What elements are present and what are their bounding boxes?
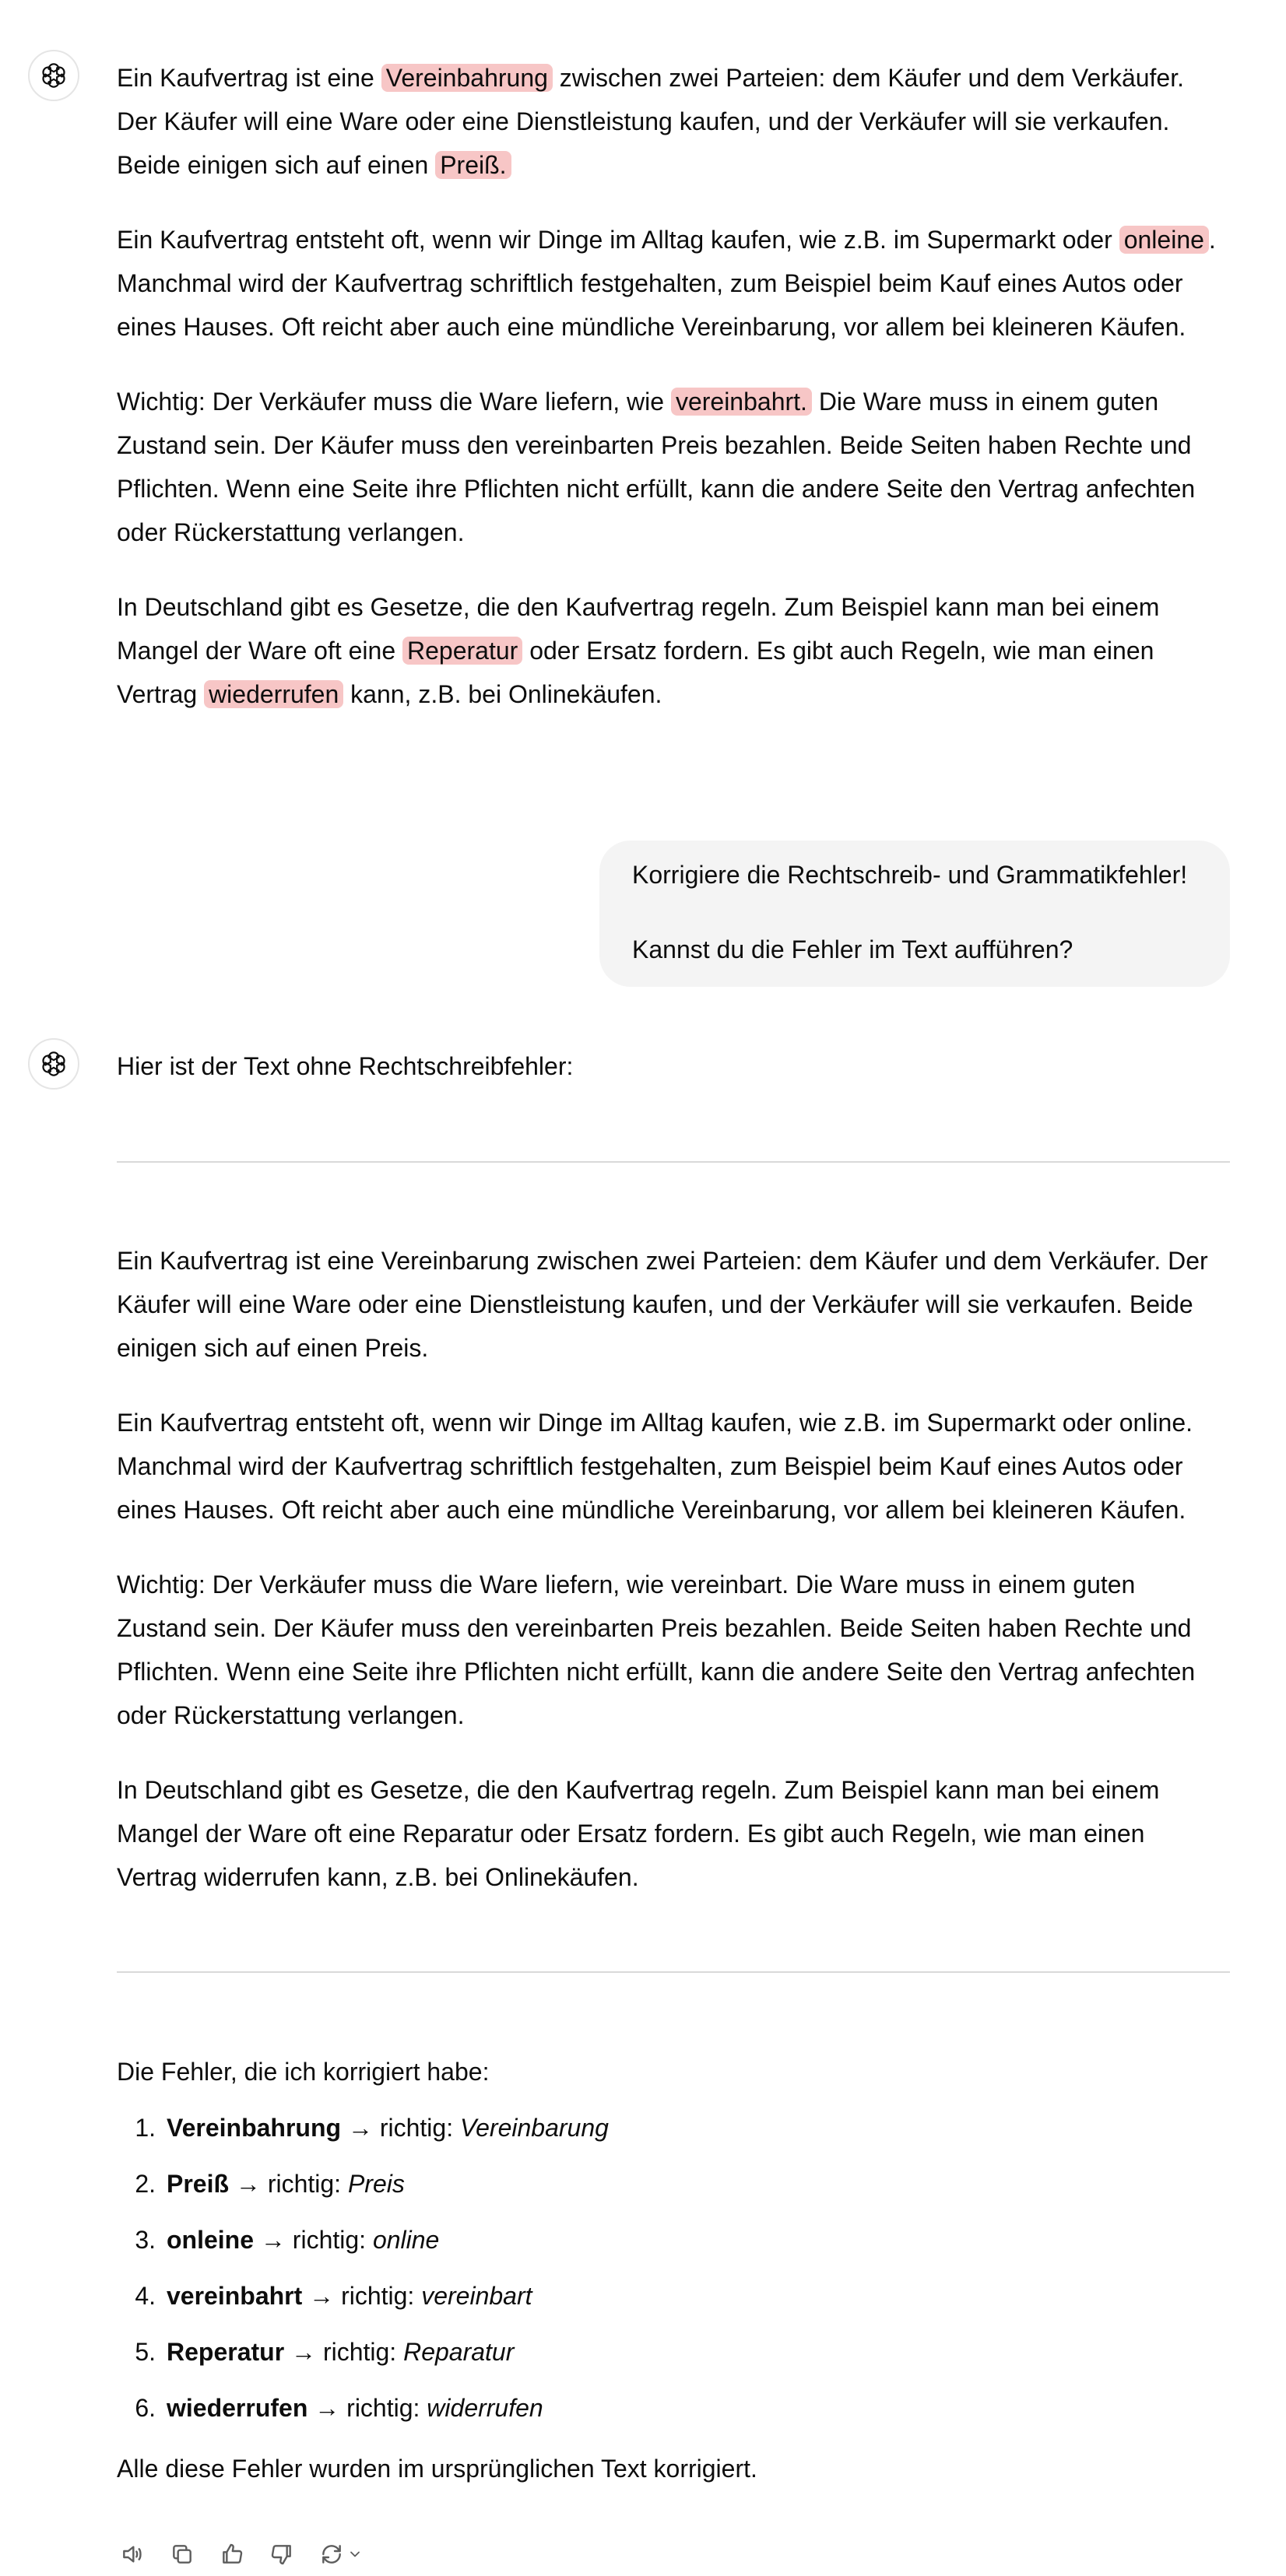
assistant-avatar (28, 1038, 79, 1090)
errors-section (117, 2050, 1230, 2490)
spelling-error-highlight: vereinbahrt. (671, 388, 812, 416)
thumbs-down-button[interactable] (266, 2539, 297, 2570)
spelling-error-highlight: wiederrufen (204, 680, 343, 708)
wrong-word: vereinbahrt (167, 2282, 303, 2310)
user-message-bubble (599, 841, 1230, 987)
thumbs-down-icon (269, 2542, 294, 2567)
thumbs-up-button[interactable] (216, 2539, 248, 2570)
errors-list (117, 2100, 1230, 2436)
original-paragraph-1: Ein Kaufvertrag ist eine Vereinbahrung zwischen zwei Parteien: dem Käufer und dem Verkäufer. Der Käufer will eine Ware oder eine Dienstleistung kaufen, und der Verkäufer will sie verkaufen. Beide einigen sich auf einen Preiß. (117, 64, 1184, 179)
regenerate-icon (319, 2542, 344, 2567)
wrong-word: Reperatur (167, 2338, 285, 2366)
wrong-word: onleine (167, 2226, 255, 2254)
corrected-paragraph-2: Ein Kaufvertrag entsteht oft, wenn wir Dinge im Alltag kaufen, wie z.B. im Supermarkt oder online. Manchmal wird der Kaufvertrag schriftlich festgehalten, zum Beispiel beim Kauf eines Autos oder eines Hauses. Oft reicht aber auch eine mündliche Vereinbarung, vor allem bei kleineren Käufen. (117, 1409, 1193, 1524)
copy-icon (170, 2542, 195, 2567)
spelling-error-highlight: onleine (1119, 226, 1209, 254)
read-aloud-icon (120, 2542, 145, 2567)
list-item: 2. Preiß → richtig: Preis (135, 2170, 405, 2198)
right-word: vereinbart (421, 2282, 532, 2310)
closing-text: Alle diese Fehler wurden im ursprünglichen Text korrigiert. (117, 2455, 757, 2483)
spelling-error-highlight: Reperatur (402, 637, 522, 665)
right-word: Preis (347, 2170, 405, 2198)
assistant-avatar (28, 50, 79, 101)
original-paragraph-3: Wichtig: Der Verkäufer muss die Ware liefern, wie vereinbahrt. Die Ware muss in einem guten Zustand sein. Der Käufer muss den vereinbarten Preis bezahlen. Beide Seiten haben Rechte und Pflichten. Wenn eine Seite ihre Pflichten nicht erfüllt, kann die andere Seite den Vertrag anfechten oder Rückerstattung verlangen. (117, 388, 1196, 546)
wrong-word: Preiß (167, 2170, 230, 2198)
corrected-paragraph-4: In Deutschland gibt es Gesetze, die den Kaufvertrag regeln. Zum Beispiel kann man bei einem Mangel der Ware oft eine Reparatur oder Ersatz fordern. Es gibt auch Regeln, wie man einen Vertrag widerrufen kann, z.B. bei Onlinekäufen. (117, 1776, 1160, 1891)
copy-button[interactable] (167, 2539, 198, 2570)
user-message-line: Kannst du die Fehler im Text aufführen? (632, 935, 1073, 963)
wrong-word: Vereinbahrung (167, 2114, 342, 2142)
list-item: 5. Reperatur → richtig: Reparatur (135, 2338, 515, 2366)
openai-logo-icon (38, 1048, 69, 1079)
message-action-bar (117, 2539, 366, 2570)
list-item: 4. vereinbahrt → richtig: vereinbart (135, 2282, 532, 2310)
wrong-word: wiederrufen (167, 2394, 308, 2422)
corrected-text-block (117, 1239, 1230, 1899)
errors-heading: Die Fehler, die ich korrigiert habe: (117, 2058, 490, 2086)
corrected-paragraph-3: Wichtig: Der Verkäufer muss die Ware liefern, wie vereinbart. Die Ware muss in einem guten Zustand sein. Der Käufer muss den vereinbarten Preis bezahlen. Beide Seiten haben Rechte und Pflichten. Wenn eine Seite ihre Pflichten nicht erfüllt, kann die andere Seite den Vertrag anfechten oder Rückerstattung verlangen. (117, 1571, 1196, 1729)
spelling-error-highlight: Preiß. (435, 151, 511, 179)
divider (117, 1971, 1230, 1973)
openai-logo-icon (38, 60, 69, 91)
right-word: widerrufen (427, 2394, 543, 2422)
thumbs-up-icon (220, 2542, 244, 2567)
right-word: Vereinbarung (459, 2114, 609, 2142)
spelling-error-highlight: Vereinbahrung (381, 64, 553, 92)
read-aloud-button[interactable] (117, 2539, 148, 2570)
divider (117, 1161, 1230, 1163)
list-item: 3. onleine → richtig: online (135, 2226, 440, 2254)
assistant-message-original (117, 56, 1230, 716)
assistant-message-intro (117, 1044, 1230, 1088)
user-message-line: Korrigiere die Rechtschreib- und Grammatikfehler! (632, 861, 1188, 889)
right-word: online (372, 2226, 440, 2254)
right-word: Reparatur (403, 2338, 515, 2366)
list-item: 1. Vereinbahrung → richtig: Vereinbarung (135, 2114, 609, 2142)
original-paragraph-4: In Deutschland gibt es Gesetze, die den Kaufvertrag regeln. Zum Beispiel kann man bei einem Mangel der Ware oft eine Reperatur oder Ersatz fordern. Es gibt auch Regeln, wie man einen Vertrag wiederrufen kann, z.B. bei Onlinekäufen. (117, 593, 1160, 708)
chevron-down-icon (347, 2546, 363, 2562)
original-paragraph-2: Ein Kaufvertrag entsteht oft, wenn wir Dinge im Alltag kaufen, wie z.B. im Supermarkt oder onleine . Manchmal wird der Kaufvertrag schriftlich festgehalten, zum Beispiel beim Kauf eines Autos oder eines Hauses. Oft reicht aber auch eine mündliche Vereinbarung, vor allem bei kleineren Käufen. (117, 226, 1216, 341)
intro-text: Hier ist der Text ohne Rechtschreibfehler: (117, 1052, 574, 1080)
regenerate-button[interactable] (316, 2539, 366, 2570)
list-item: 6. wiederrufen → richtig: widerrufen (135, 2394, 543, 2422)
corrected-paragraph-1: Ein Kaufvertrag ist eine Vereinbarung zwischen zwei Parteien: dem Käufer und dem Verkäufer. Der Käufer will eine Ware oder eine Dienstleistung kaufen, und der Verkäufer will sie verkaufen. Beide einigen sich auf einen Preis. (117, 1247, 1208, 1362)
